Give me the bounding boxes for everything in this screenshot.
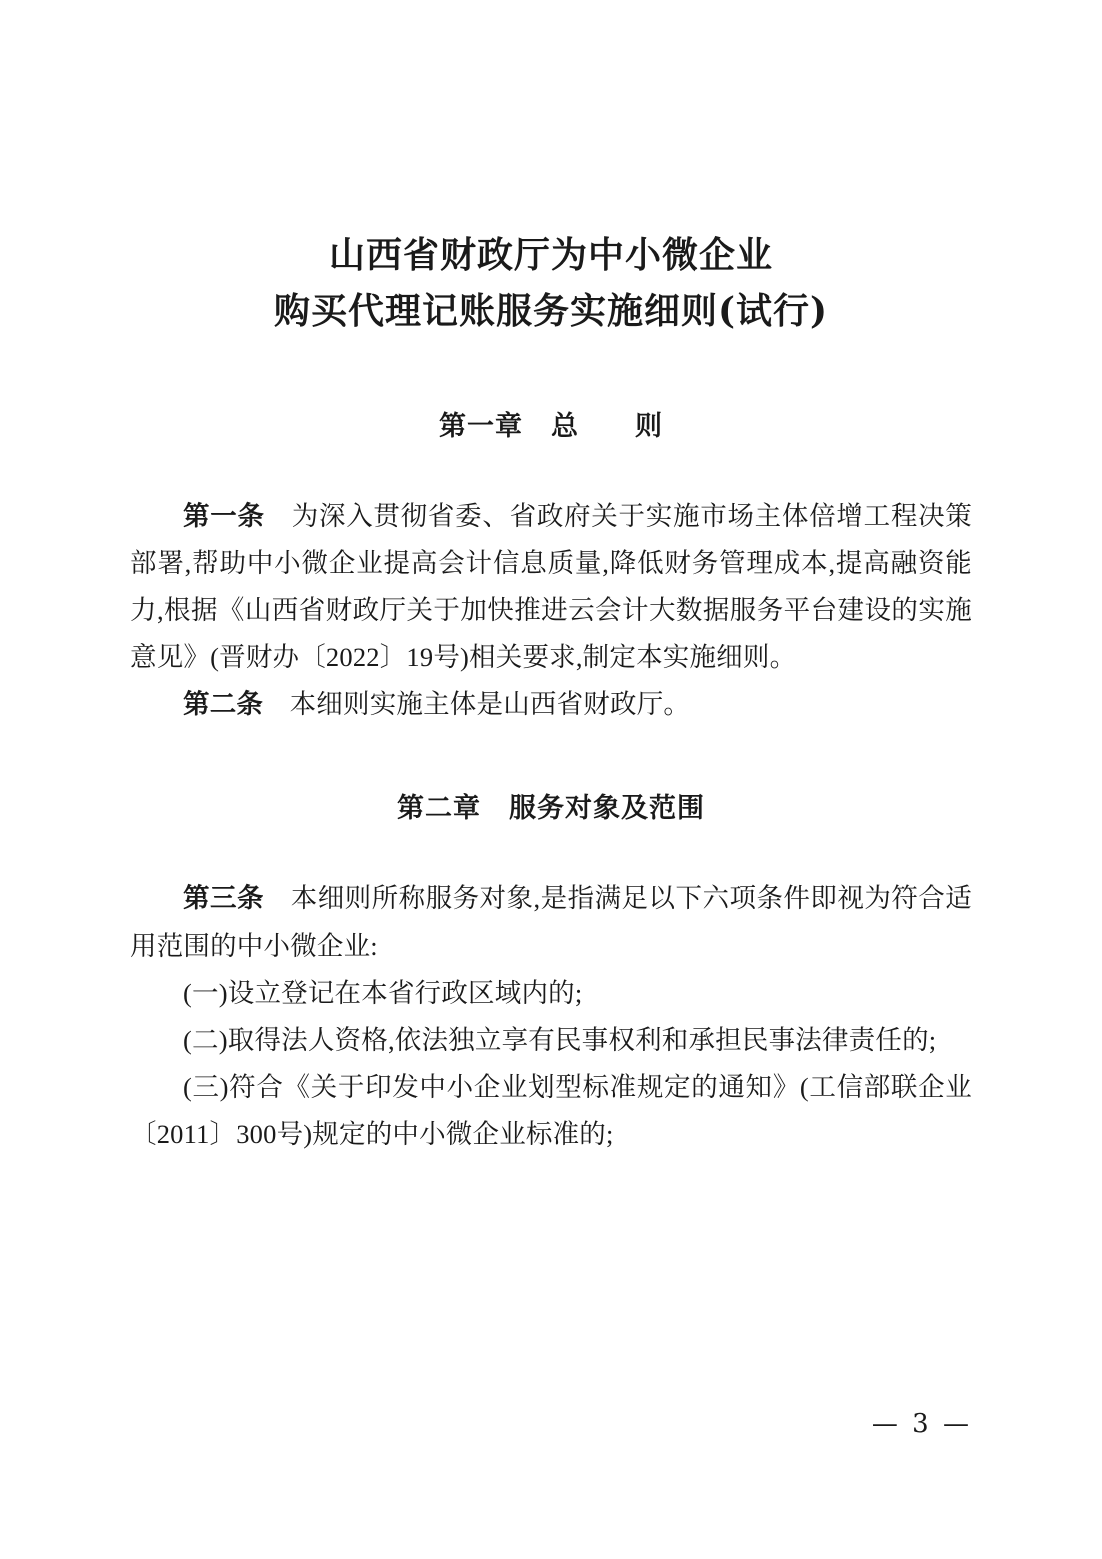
- article-2-text: 本细则实施主体是山西省财政厅。: [289, 689, 691, 720]
- chapter-heading-1: 第一章 总 则: [439, 410, 663, 442]
- chapter-heading-2: 第二章 服务对象及范围: [397, 793, 705, 825]
- page-number: — 3 —: [871, 1409, 972, 1439]
- article-2-label: 第二条: [183, 689, 264, 721]
- article-3-label: 第三条: [183, 883, 264, 915]
- page-title: [130, 0, 972, 340]
- list-item-2: (二)取得法人资格,依法独立享有民事权利和承担民事法律责任的;: [183, 1024, 937, 1055]
- list-item-3: (三)符合《关于印发中小企业划型标准规定的通知》(工信部联企业〔2011〕300号)规定的中小微企业标准的;: [130, 1072, 972, 1150]
- article-1-label: 第一条: [183, 500, 265, 532]
- page-title-line-1: 山西省财政厅为中小微企业: [328, 234, 773, 276]
- article-1: [130, 493, 972, 682]
- article-3-text: 本细则所称服务对象,是指满足以下六项条件即视为符合适用范围的中小微企业:: [130, 883, 972, 961]
- page-title-line-2: 购买代理记账服务实施细则(试行): [273, 289, 829, 332]
- article-2: [130, 681, 972, 728]
- article-3: [130, 875, 972, 969]
- list-item-1: (一)设立登记在本省行政区域内的;: [183, 977, 583, 1008]
- article-1-text: 为深入贯彻省委、省政府关于实施市场主体倍增工程决策部署,帮助中小微企业提高会计信息质量,降低财务管理成本,提高融资能力,根据《山西省财政厅关于加快推进云会计大数据服务平台建设的实施意见》(晋财办〔2022〕19号)相关要求,制定本实施细则。: [130, 500, 972, 673]
